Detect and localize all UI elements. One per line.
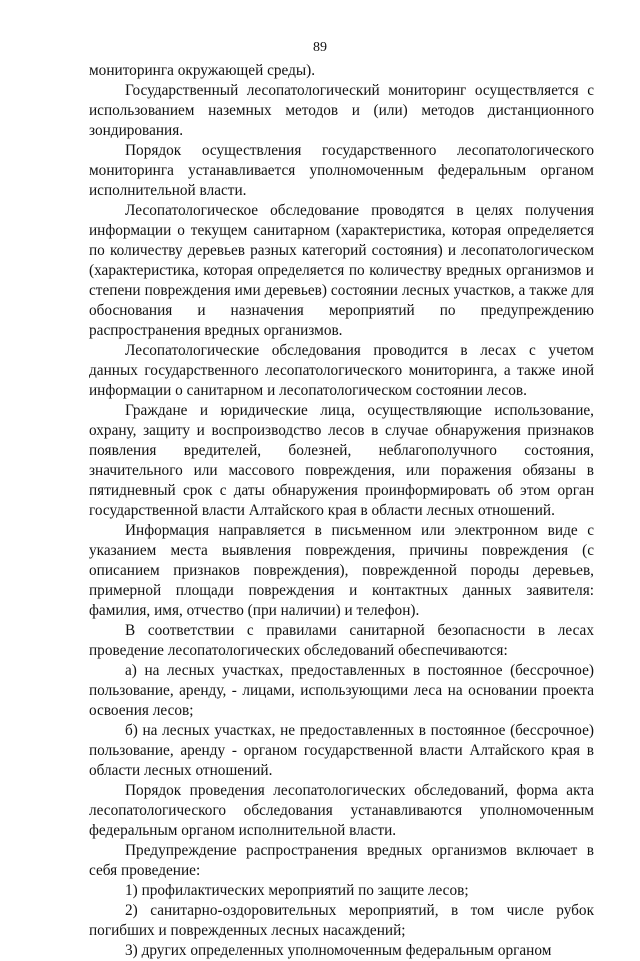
paragraph: Информация направляется в письменном или электронном виде с указанием места выявления повреждения, причины повреждения (с описанием признаков повреждения), поврежденной породы деревьев, примерной площади повреждения и контактных данных заявителя: фамилия, имя, отчество (при наличии) и телефон). bbox=[89, 522, 594, 619]
list-item: 2) санитарно-оздоровительных мероприятий, в том числе рубок погибших и поврежденных лесных насаждений; bbox=[89, 902, 594, 939]
paragraph: Предупреждение распространения вредных организмов включает в себя проведение: bbox=[89, 842, 594, 879]
list-item: б) на лесных участках, не предоставленных в постоянное (бессрочное) пользование, аренду - органом государственной власти Алтайского края в области лесных отношений. bbox=[89, 722, 594, 779]
list-item: 3) других определенных уполномоченным федеральным органом bbox=[125, 942, 552, 959]
paragraph: Государственный лесопатологический мониторинг осуществляется с использованием наземных методов и (или) методов дистанционного зондирования. bbox=[89, 82, 594, 139]
list-item: а) на лесных участках, предоставленных в постоянное (бессрочное) пользование, аренду, - лицами, использующими леса на основании проекта освоения лесов; bbox=[89, 662, 594, 719]
paragraph: Граждане и юридические лица, осуществляющие использование, охрану, защиту и воспроизводство лесов в случае обнаружения признаков появления вредителей, болезней, неблагополучного состояния, значительного или массового повреждения, или поражения обязаны в пятидневный срок с даты обнаружения проинформировать об этом орган государственной власти Алтайского края в области лесных отношений. bbox=[89, 402, 594, 519]
list-item: 1) профилактических мероприятий по защите лесов; bbox=[125, 882, 469, 899]
page-number: 89 bbox=[313, 40, 327, 55]
document-body bbox=[89, 61, 594, 961]
paragraph: мониторинга окружающей среды). bbox=[89, 62, 316, 79]
paragraph: Порядок осуществления государственного лесопатологического мониторинга устанавливается уполномоченным федеральным органом исполнительной власти. bbox=[89, 142, 594, 199]
paragraph: В соответствии с правилами санитарной безопасности в лесах проведение лесопатологических обследований обеспечиваются: bbox=[89, 622, 594, 659]
paragraph: Лесопатологические обследования проводится в лесах с учетом данных государственного лесопатологического мониторинга, а также иной информации о санитарном и лесопатологическом состоянии лесов. bbox=[89, 342, 594, 399]
paragraph: Лесопатологическое обследование проводятся в целях получения информации о текущем санитарном (характеристика, которая определяется по количеству деревьев разных категорий состояния) и лесопатологическом (характеристика, которая определяется по количеству вредных организмов и степени повреждения ими деревьев) состоянии лесных участков, а также для обоснования и назначения мероприятий по предупреждению распространения вредных организмов. bbox=[89, 202, 594, 339]
paragraph: Порядок проведения лесопатологических обследований, форма акта лесопатологического обследования устанавливаются уполномоченным федеральным органом исполнительной власти. bbox=[89, 782, 594, 839]
